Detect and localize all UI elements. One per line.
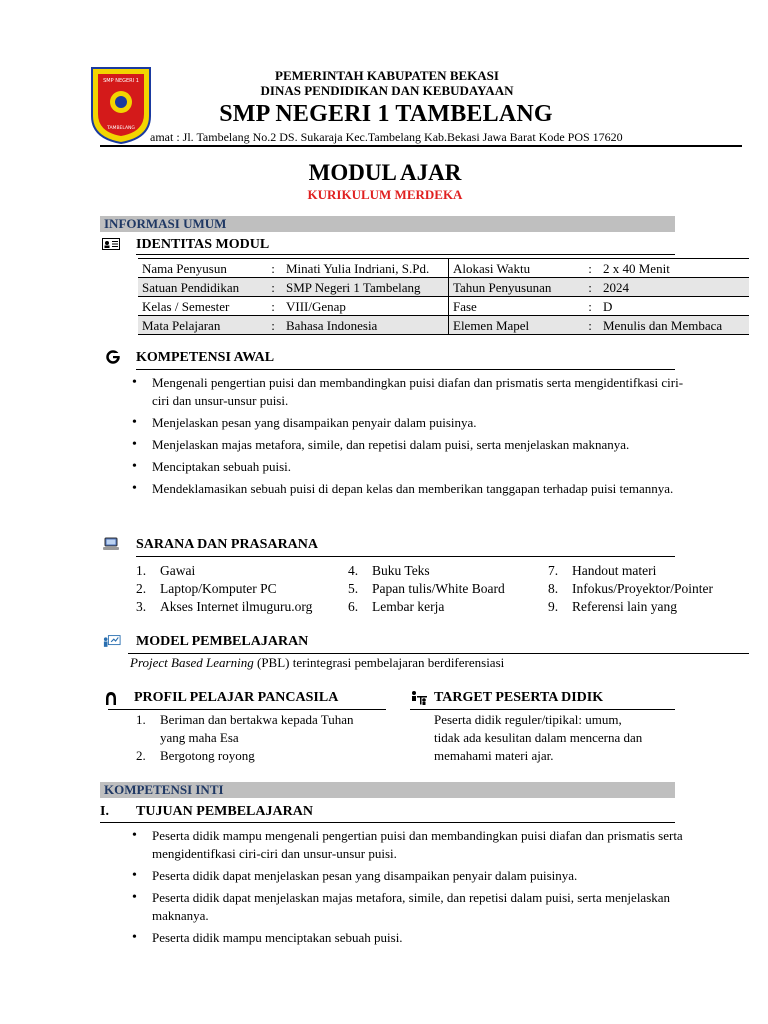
table-row: Kelas / Semester : VIII/Genap Fase : D — [138, 297, 749, 316]
list-item: • Peserta didik dapat menjelaskan majas metafora, simile, dan repetisi dalam puisi, serta menjelaskan maknanya. — [128, 889, 688, 925]
profil-underline — [108, 709, 386, 710]
identitas-label: Fase — [449, 297, 582, 316]
students-icon — [410, 690, 428, 706]
list-item: • Mendeklamasikan sebuah puisi di depan kelas dan memberikan tanggapan terhadap puisi temannya. — [128, 480, 688, 498]
identitas-value: 2024 — [599, 278, 749, 297]
identitas-underline — [136, 254, 675, 255]
list-item: 6. Lembar kerja — [348, 599, 445, 614]
identitas-label: Tahun Penyusunan — [449, 278, 582, 297]
svg-text:SMP NEGERI 1: SMP NEGERI 1 — [103, 78, 139, 84]
identitas-label: Alokasi Waktu — [449, 259, 582, 278]
pancasila-icon — [102, 690, 120, 706]
identitas-label: Elemen Mapel — [449, 316, 582, 335]
identitas-value: Bahasa Indonesia — [282, 316, 449, 335]
list-item: 7. Handout materi — [548, 563, 657, 578]
list-item: 2. Laptop/Komputer PC — [136, 581, 277, 596]
list-item: • Peserta didik mampu mengenali pengertian puisi dan membandingkan puisi diafan dan prismatis serta mengidentifkasi ciri-ciri dan unsur-unsur puisi. — [128, 827, 688, 863]
profil-title: PROFIL PELAJAR PANCASILA — [134, 690, 339, 705]
whiteboard-icon — [103, 633, 121, 649]
identitas-value: Menulis dan Membaca — [599, 316, 749, 335]
tujuan-list — [128, 827, 688, 951]
list-item: • Peserta didik mampu menciptakan sebuah puisi. — [128, 929, 688, 947]
identitas-value: D — [603, 298, 613, 314]
table-row: Satuan Pendidikan : SMP Negeri 1 Tambelang Tahun Penyusunan : 2024 — [138, 278, 749, 297]
list-item: 8. Infokus/Proyektor/Pointer — [548, 581, 713, 596]
identitas-title: IDENTITAS MODUL — [136, 237, 270, 252]
model-title: MODEL PEMBELAJARAN — [136, 634, 309, 649]
header-government: PEMERINTAH KABUPATEN BEKASI — [275, 68, 499, 83]
list-item: • Peserta didik dapat menjelaskan pesan yang disampaikan penyair dalam puisinya. — [128, 867, 688, 885]
profil-list — [136, 711, 396, 765]
target-text: Peserta didik reguler/tipikal: umum, tidak ada kesulitan dalam mencerna dan memahami materi ajar. — [434, 712, 643, 763]
target-underline — [410, 709, 675, 710]
tujuan-title: TUJUAN PEMBELAJARAN — [136, 804, 313, 819]
list-item-continuation: yang maha Esa — [160, 730, 239, 745]
identitas-label: Satuan Pendidikan — [138, 278, 264, 297]
identitas-value: SMP Negeri 1 Tambelang — [282, 278, 449, 297]
kompetensi-awal-list — [128, 374, 688, 502]
sarana-title: SARANA DAN PRASARANA — [136, 537, 319, 552]
list-item: • Menjelaskan majas metafora, simile, dan repetisi dalam puisi, serta menjelaskan maknanya. — [128, 436, 688, 454]
laptop-icon — [102, 536, 120, 552]
table-row: Mata Pelajaran : Bahasa Indonesia Elemen Mapel : Menulis dan Membaca — [138, 316, 749, 335]
identitas-value: VIII/Genap — [286, 298, 346, 314]
sarana-column-3 — [548, 562, 763, 616]
list-item: 1. Beriman dan bertakwa kepada Tuhan — [136, 712, 354, 727]
section-bar-kompetensi-inti: KOMPETENSI INTI — [100, 782, 675, 798]
list-item: 1. Gawai — [136, 563, 196, 578]
sarana-underline — [136, 556, 675, 557]
list-item: 9. Referensi lain yang — [548, 599, 677, 614]
list-item: 3. Akses Internet ilmuguru.org — [136, 599, 313, 614]
model-text — [130, 654, 504, 672]
school-name: SMP NEGERI 1 TAMBELANG — [219, 101, 553, 127]
list-item: 5. Papan tulis/White Board — [348, 581, 505, 596]
sarana-column-2 — [348, 562, 538, 616]
g-logo-icon — [104, 349, 122, 365]
identitas-label: Mata Pelajaran — [138, 316, 264, 335]
header-divider — [100, 145, 742, 147]
id-card-icon — [102, 236, 120, 252]
list-item: • Menjelaskan pesan yang disampaikan penyair dalam puisinya. — [128, 414, 688, 432]
identitas-value: Minati Yulia Indriani, S.Pd. — [286, 260, 430, 276]
school-logo — [90, 66, 152, 144]
document-title: MODUL AJAR — [308, 160, 462, 185]
kompetensi-awal-underline — [136, 369, 675, 370]
header-department: DINAS PENDIDIKAN DAN KEBUDAYAAN — [260, 83, 514, 98]
tujuan-underline — [100, 822, 675, 823]
list-item: • Mengenali pengertian puisi dan membandingkan puisi diafan dan prismatis serta mengidentifkasi ciri-ciri dan unsur-unsur puisi. — [128, 374, 688, 410]
section-bar-informasi-umum: INFORMASI UMUM — [100, 216, 675, 232]
identitas-table — [138, 258, 749, 335]
kompetensi-awal-title: KOMPETENSI AWAL — [136, 350, 275, 365]
list-item: 4. Buku Teks — [348, 563, 430, 578]
svg-text:TAMBELANG: TAMBELANG — [107, 126, 135, 131]
model-description: (PBL) terintegrasi pembelajaran berdiferensiasi — [253, 655, 505, 670]
identitas-label: Nama Penyusun — [142, 260, 227, 276]
tujuan-number: I. — [100, 804, 109, 819]
sarana-column-1 — [136, 562, 336, 616]
identitas-label: Kelas / Semester — [142, 298, 230, 314]
school-address: amat : Jl. Tambelang No.2 DS. Sukaraja Kec.Tambelang Kab.Bekasi Jawa Barat Kode POS 17620 — [150, 130, 623, 144]
list-item: • Menciptakan sebuah puisi. — [128, 458, 688, 476]
document-subtitle: KURIKULUM MERDEKA — [307, 187, 463, 202]
model-method: Project Based Learning — [130, 655, 254, 670]
target-title: TARGET PESERTA DIDIK — [434, 690, 604, 705]
identitas-value: 2 x 40 Menit — [603, 260, 670, 276]
list-item: 2. Bergotong royong — [136, 748, 255, 763]
table-row: Nama Penyusun : Minati Yulia Indriani, S.Pd. Alokasi Waktu : 2 x 40 Menit — [138, 259, 749, 278]
